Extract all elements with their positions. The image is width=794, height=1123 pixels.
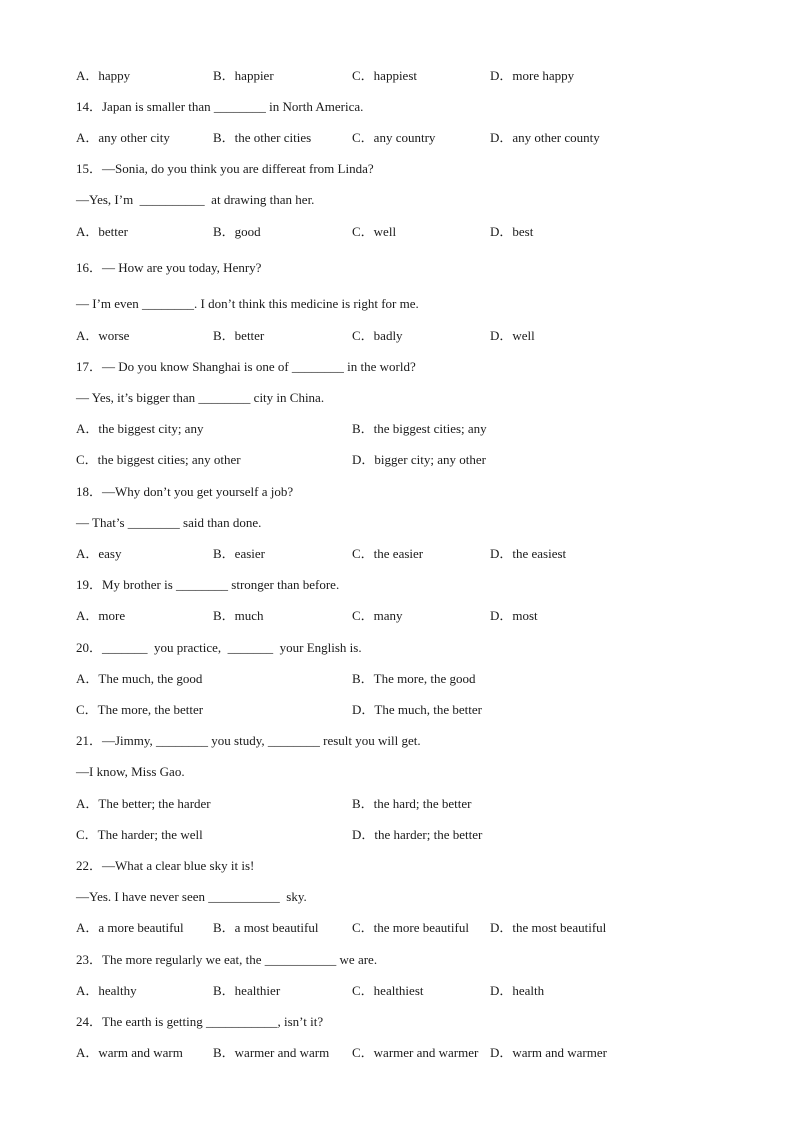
q17-stem: 17．— Do you know Shanghai is one of ________ in the world?	[76, 359, 416, 374]
q18-option-c: C．the easier	[352, 546, 424, 561]
q18-option-b: B．easier	[213, 546, 265, 561]
q14-option-b: B．the other cities	[213, 130, 312, 145]
q19-stem: 19．My brother is ________ stronger than before.	[76, 577, 340, 592]
q23-option-d: D．health	[490, 983, 545, 998]
q23-option-c: C．healthiest	[352, 983, 424, 998]
q16-stem: 16．— How are you today, Henry?	[76, 260, 262, 275]
q17-option-a: A．the biggest city; any	[76, 421, 204, 436]
q21-option-c: C．The harder; the well	[76, 827, 203, 842]
q14-stem: 14．Japan is smaller than ________ in North America.	[76, 99, 364, 114]
q19-option-d: D．most	[490, 608, 538, 623]
q21-option-d: D．the harder; the better	[352, 827, 483, 842]
q23-option-a: A．healthy	[76, 983, 137, 998]
q23-stem: 23．The more regularly we eat, the ___________ we are.	[76, 952, 378, 967]
q24-option-d: D．warm and warmer	[490, 1045, 607, 1060]
q18-option-d: D．the easiest	[490, 546, 567, 561]
q16-option-a: A．worse	[76, 328, 130, 343]
q18-stem-reply: — That’s ________ said than done.	[76, 515, 262, 530]
q18-stem: 18．—Why don’t you get yourself a job?	[76, 484, 294, 499]
q15-option-c: C．well	[352, 224, 397, 239]
q13-option-c: C．happiest	[352, 68, 417, 83]
q21-option-a: A．The better; the harder	[76, 796, 211, 811]
q14-option-d: D．any other county	[490, 130, 600, 145]
q15-stem-reply: —Yes, I’m __________ at drawing than her.	[76, 192, 315, 207]
q22-option-c: C．the more beautiful	[352, 920, 469, 935]
q20-option-d: D．The much, the better	[352, 702, 482, 717]
q19-option-b: B．much	[213, 608, 264, 623]
q20-stem: 20．_______ you practice, _______ your English is.	[76, 640, 362, 655]
q17-option-b: B．the biggest cities; any	[352, 421, 487, 436]
q19-option-a: A．more	[76, 608, 126, 623]
q13-option-d: D．more happy	[490, 68, 575, 83]
q14-option-c: C．any country	[352, 130, 436, 145]
q14-option-a: A．any other city	[76, 130, 170, 145]
q15-stem: 15．—Sonia, do you think you are differeat from Linda?	[76, 161, 374, 176]
q13-option-b: B．happier	[213, 68, 274, 83]
q15-option-d: D．best	[490, 224, 534, 239]
q19-option-c: C．many	[352, 608, 403, 623]
q13-option-a: A．happy	[76, 68, 131, 83]
q16-option-c: C．badly	[352, 328, 403, 343]
q20-option-b: B．The more, the good	[352, 671, 476, 686]
q16-option-d: D．well	[490, 328, 535, 343]
q22-stem-reply: —Yes. I have never seen ___________ sky.	[76, 889, 307, 904]
q15-option-a: A．better	[76, 224, 128, 239]
q21-stem-reply: —I know, Miss Gao.	[76, 764, 185, 779]
q22-option-d: D．the most beautiful	[490, 920, 607, 935]
q22-option-b: B．a most beautiful	[213, 920, 319, 935]
q21-stem: 21．—Jimmy, ________ you study, ________ result you will get.	[76, 733, 421, 748]
q20-option-a: A．The much, the good	[76, 671, 203, 686]
q16-option-b: B．better	[213, 328, 265, 343]
q23-option-b: B．healthier	[213, 983, 281, 998]
q24-option-c: C．warmer and warmer	[352, 1045, 479, 1060]
q17-option-c: C．the biggest cities; any other	[76, 452, 241, 467]
q15-option-b: B．good	[213, 224, 261, 239]
q20-option-c: C．The more, the better	[76, 702, 204, 717]
q17-stem-reply: — Yes, it’s bigger than ________ city in China.	[76, 390, 325, 405]
q24-option-a: A．warm and warm	[76, 1045, 183, 1060]
q24-option-b: B．warmer and warm	[213, 1045, 330, 1060]
q18-option-a: A．easy	[76, 546, 122, 561]
q21-option-b: B．the hard; the better	[352, 796, 472, 811]
q17-option-d: D．bigger city; any other	[352, 452, 486, 467]
q16-stem-reply: — I’m even ________. I don’t think this medicine is right for me.	[76, 296, 419, 311]
q24-stem: 24．The earth is getting ___________, isn’t it?	[76, 1014, 324, 1029]
q22-option-a: A．a more beautiful	[76, 920, 184, 935]
q22-stem: 22．—What a clear blue sky it is!	[76, 858, 255, 873]
